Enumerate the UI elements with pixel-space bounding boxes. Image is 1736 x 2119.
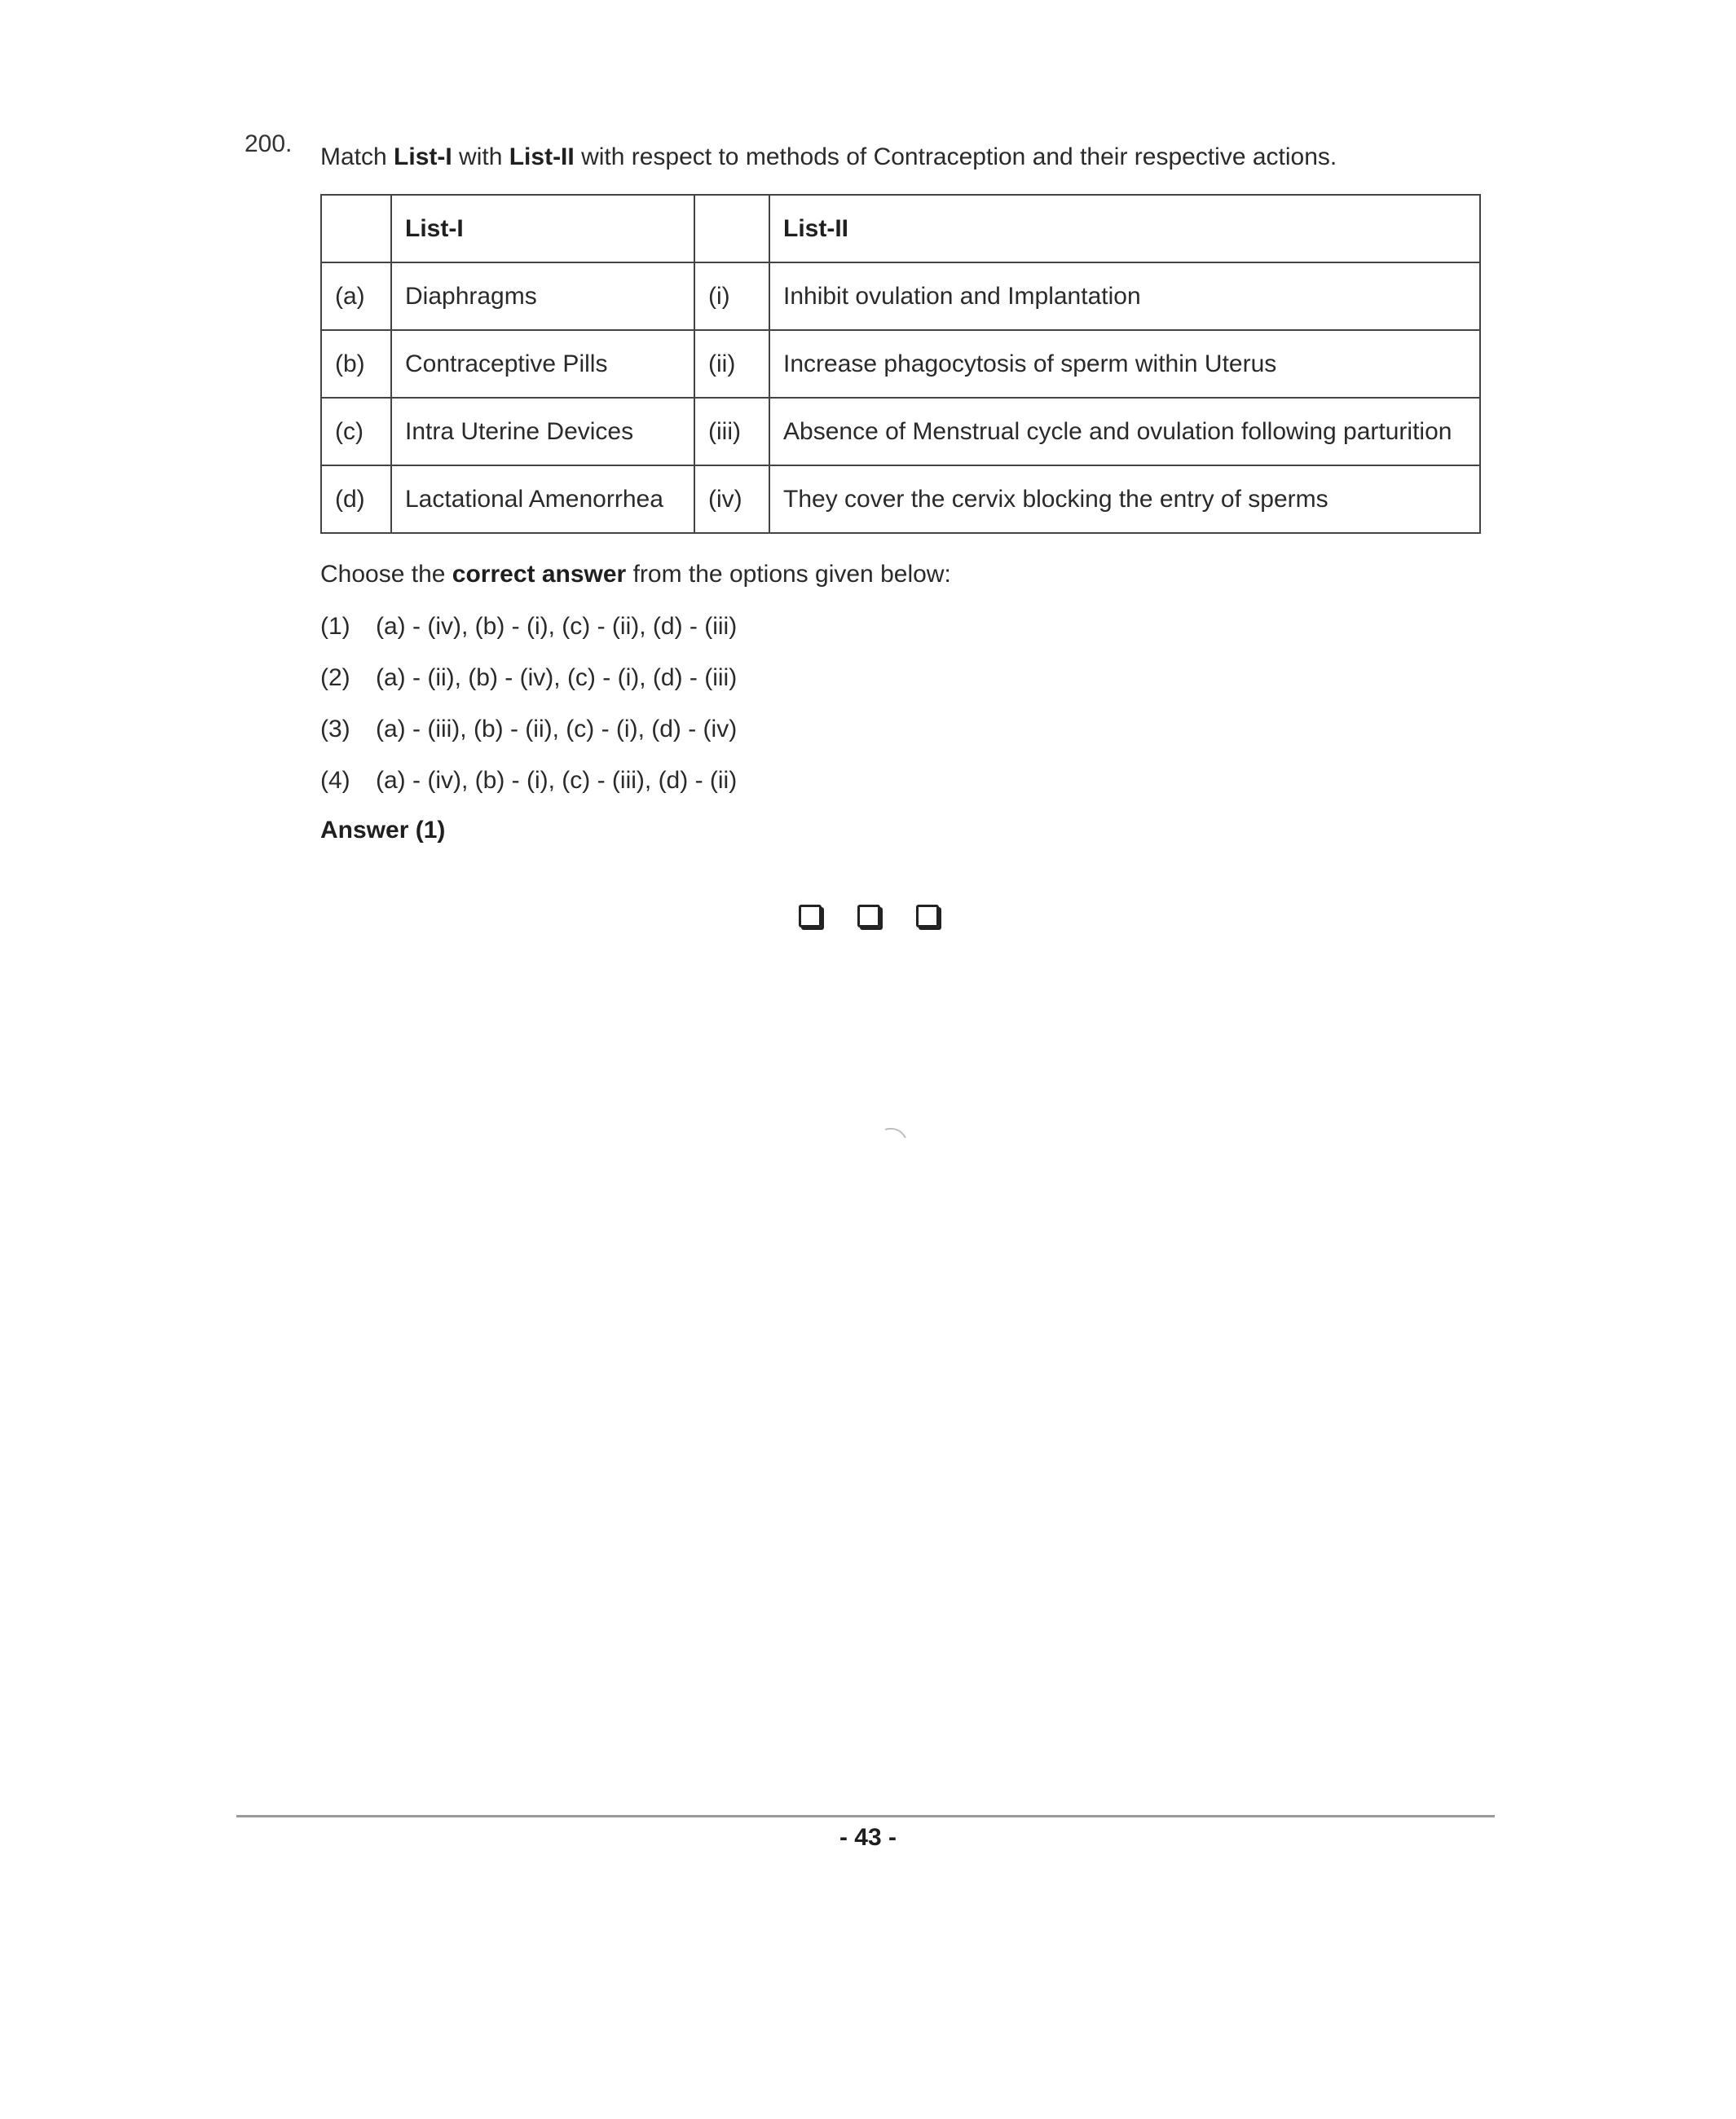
question-number: 200.	[245, 130, 293, 157]
table-row	[321, 465, 1480, 533]
question-text	[320, 143, 1337, 171]
question-text-bold: List-II	[509, 143, 575, 170]
question-text-bold: List-I	[394, 143, 452, 170]
option-item	[320, 613, 737, 664]
question-text-part: with	[452, 143, 509, 170]
match-table	[320, 194, 1481, 534]
table-row	[321, 330, 1480, 398]
question-text-part: Match	[320, 143, 394, 170]
table-header-cell: List-I	[391, 195, 694, 262]
table-cell: Intra Uterine Devices	[391, 398, 694, 465]
table-header-cell	[694, 195, 769, 262]
option-text: (a) - (iv), (b) - (i), (c) - (ii), (d) - (iii)	[376, 613, 738, 640]
table-cell: Increase phagocytosis of sperm within Uterus	[769, 330, 1480, 398]
table-cell: Contraceptive Pills	[391, 330, 694, 398]
option-item	[320, 716, 737, 767]
checkbox-square-icon	[857, 905, 880, 927]
table-cell: Lactational Amenorrhea	[391, 465, 694, 533]
table-cell: (iii)	[694, 398, 769, 465]
table-row	[321, 262, 1480, 330]
table-cell: Diaphragms	[391, 262, 694, 330]
table-cell: (c)	[321, 398, 391, 465]
choose-instruction	[320, 561, 951, 588]
checkbox-square-icon	[799, 905, 822, 927]
table-header-cell: List-II	[769, 195, 1480, 262]
table-cell: Absence of Menstrual cycle and ovulation following parturition	[769, 398, 1480, 465]
table-cell: (b)	[321, 330, 391, 398]
checkbox-square-icon	[916, 905, 939, 927]
choose-bold: correct answer	[452, 561, 627, 588]
table-cell: (d)	[321, 465, 391, 533]
table-cell: (i)	[694, 262, 769, 330]
option-number: (2)	[320, 664, 350, 691]
table-row	[321, 398, 1480, 465]
page-number: - 43 -	[839, 1824, 897, 1851]
table-cell: (ii)	[694, 330, 769, 398]
choose-prefix: Choose the	[320, 561, 452, 588]
choose-suffix: from the options given below:	[626, 561, 951, 588]
table-cell: Inhibit ovulation and Implantation	[769, 262, 1480, 330]
scan-speck	[883, 1126, 908, 1139]
options-list	[320, 613, 737, 818]
option-item	[320, 664, 737, 716]
option-item	[320, 767, 737, 818]
end-marker	[799, 905, 939, 927]
footer-divider	[236, 1815, 1495, 1817]
option-text: (a) - (iii), (b) - (ii), (c) - (i), (d) - (iv)	[376, 716, 738, 742]
table-cell: They cover the cervix blocking the entry of sperms	[769, 465, 1480, 533]
question-text-part: with respect to methods of Contraception and their respective actions.	[574, 143, 1337, 170]
table-header-cell	[321, 195, 391, 262]
table-cell: (iv)	[694, 465, 769, 533]
option-number: (3)	[320, 716, 350, 742]
answer: Answer (1)	[320, 817, 446, 844]
table-header-row	[321, 195, 1480, 262]
table-cell: (a)	[321, 262, 391, 330]
option-number: (4)	[320, 767, 350, 794]
option-text: (a) - (ii), (b) - (iv), (c) - (i), (d) - (iii)	[376, 664, 738, 691]
option-number: (1)	[320, 613, 350, 640]
option-text: (a) - (iv), (b) - (i), (c) - (iii), (d) - (ii)	[376, 767, 738, 794]
